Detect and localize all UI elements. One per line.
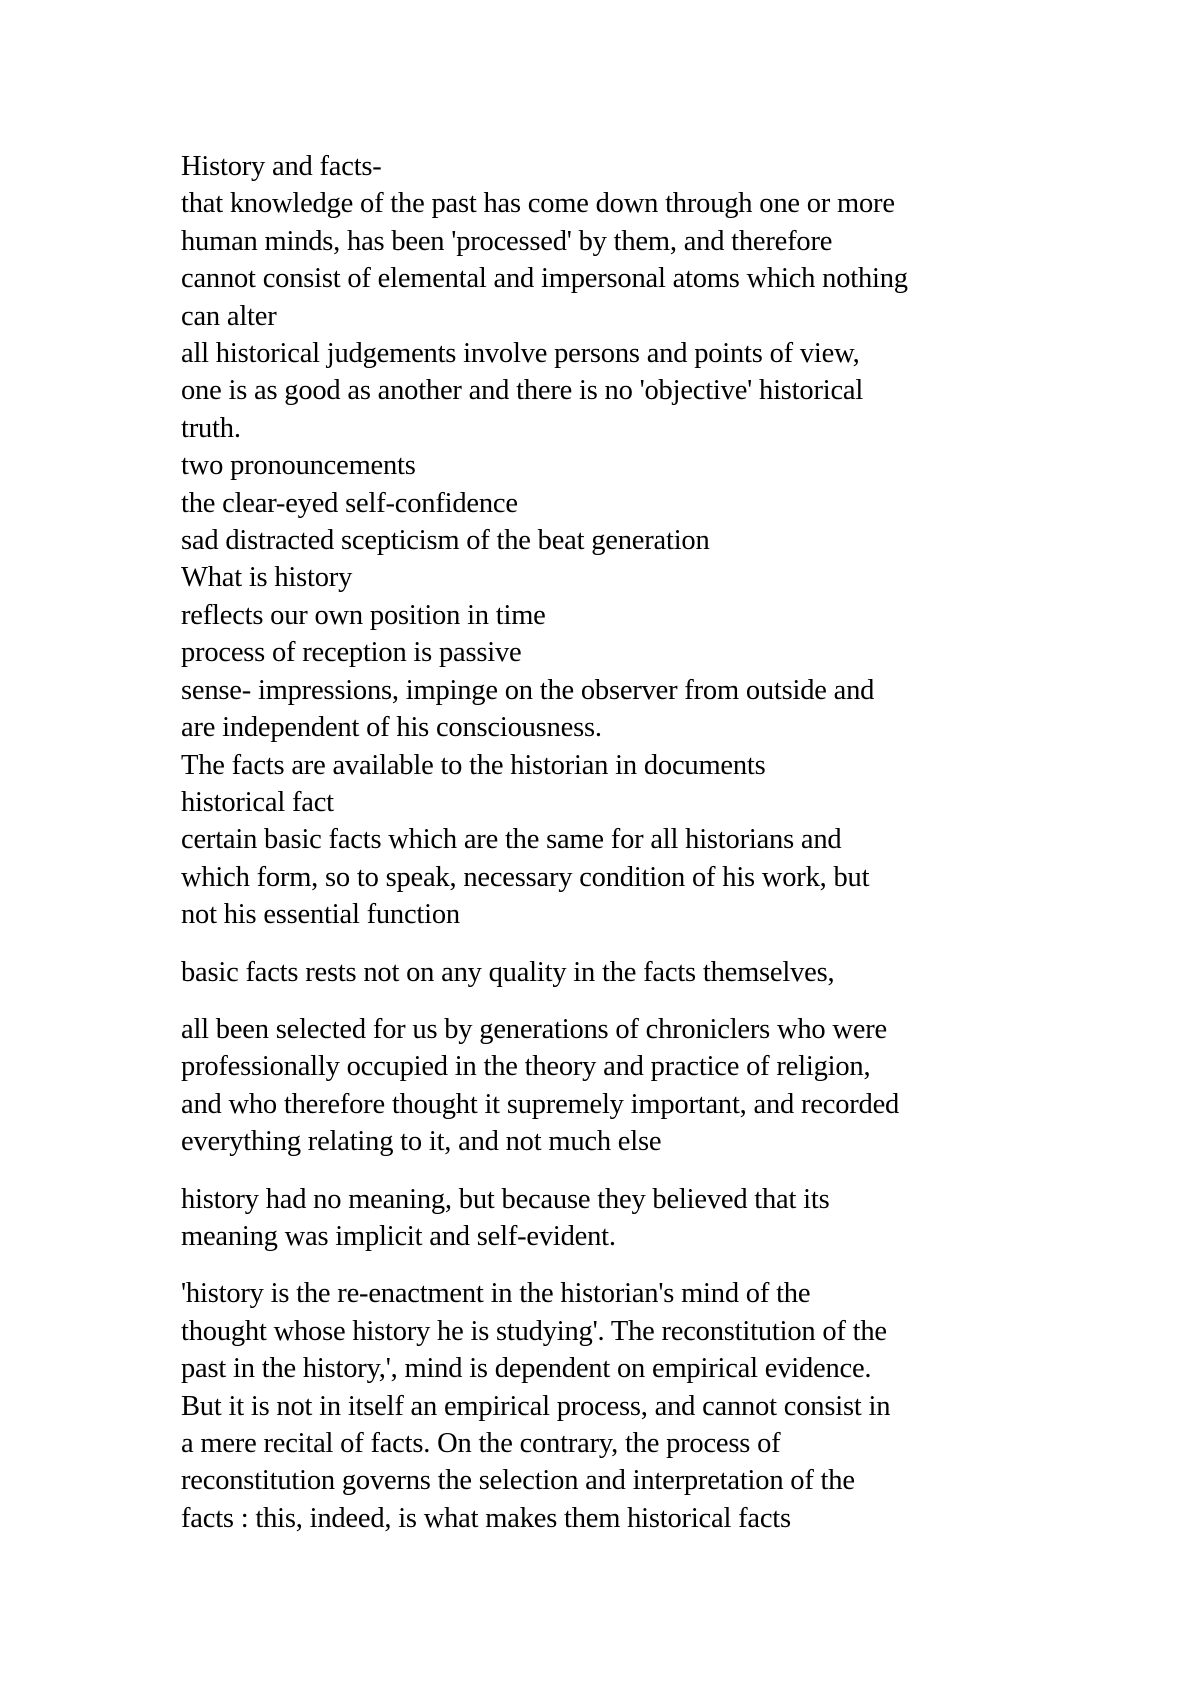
text-line: the clear-eyed self-confidence: [181, 487, 518, 519]
text-line: and who therefore thought it supremely important, and recorded: [181, 1088, 900, 1120]
text-line: human minds, has been 'processed' by them, and therefore: [181, 225, 833, 257]
text-line: all historical judgements involve persons and points of view,: [181, 338, 860, 370]
text-line: are independent of his consciousness.: [181, 712, 602, 744]
text-line: which form, so to speak, necessary condition of his work, but: [181, 861, 870, 893]
text-line: one is as good as another and there is no 'objective' historical: [181, 375, 864, 407]
text-line: reflects our own position in time: [181, 599, 546, 631]
text-line: that knowledge of the past has come down through one or more: [181, 188, 895, 220]
text-line: can alter: [181, 300, 277, 332]
text-line: truth.: [181, 412, 241, 444]
text-line: past in the history,', mind is dependent on empirical evidence.: [181, 1353, 872, 1385]
text-line: meaning was implicit and self-evident.: [181, 1220, 616, 1252]
text-line: reconstitution governs the selection and interpretation of the: [181, 1465, 855, 1497]
paragraph-gap: [181, 934, 1061, 954]
text-line: sense- impressions, impinge on the observer from outside and: [181, 674, 875, 706]
text-line: two pronouncements: [181, 450, 416, 482]
text-line: cannot consist of elemental and impersonal atoms which nothing: [181, 263, 908, 295]
paragraph-gap: [181, 1255, 1061, 1275]
paragraph-gap: [181, 991, 1061, 1011]
text-line: thought whose history he is studying'. The reconstitution of the: [181, 1315, 887, 1347]
text-line: process of reception is passive: [181, 637, 522, 669]
paragraph-gap: [181, 1161, 1061, 1181]
document-body: [181, 148, 1061, 1537]
text-line: What is history: [181, 562, 353, 594]
text-line: sad distracted scepticism of the beat generation: [181, 525, 710, 557]
text-line: facts : this, indeed, is what makes them historical facts: [181, 1502, 791, 1534]
text-line: basic facts rests not on any quality in the facts themselves,: [181, 956, 835, 988]
text-line: But it is not in itself an empirical process, and cannot consist in: [181, 1390, 891, 1422]
text-line: 'history is the re-enactment in the historian's mind of the: [181, 1278, 811, 1310]
text-line: not his essential function: [181, 899, 460, 931]
text-line: History and facts-: [181, 151, 382, 182]
text-line: everything relating to it, and not much else: [181, 1126, 662, 1158]
text-line: The facts are available to the historian in documents: [181, 749, 766, 781]
text-line: all been selected for us by generations of chroniclers who were: [181, 1013, 887, 1045]
text-line: professionally occupied in the theory and practice of religion,: [181, 1051, 871, 1083]
text-line: history had no meaning, but because they believed that its: [181, 1183, 830, 1215]
text-line: certain basic facts which are the same for all historians and: [181, 824, 842, 856]
text-line: a mere recital of facts. On the contrary, the process of: [181, 1428, 781, 1459]
text-line: historical fact: [181, 786, 334, 818]
